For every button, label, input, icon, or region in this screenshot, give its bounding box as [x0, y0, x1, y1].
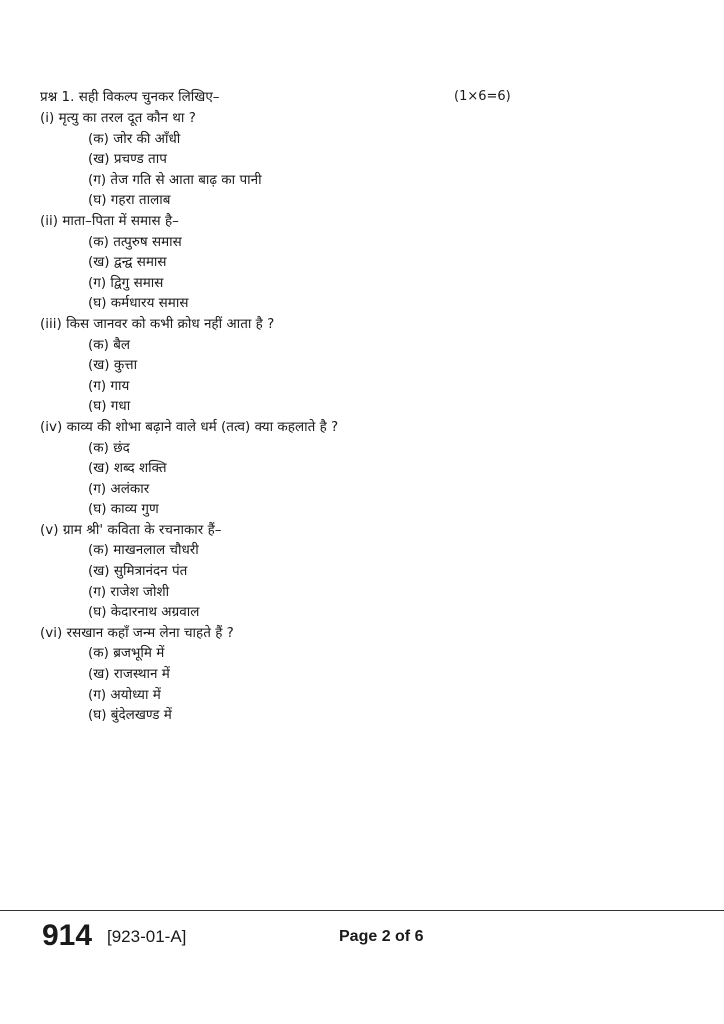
question-block: [40, 417, 690, 520]
option-item: (ग) अलंकार: [88, 480, 150, 497]
option-item: (घ) काव्य गुण: [88, 501, 159, 518]
question-text: (iii) किस जानवर को कभी क्रोध नहीं आता है ?: [40, 315, 275, 332]
option-item: (घ) गहरा तालाब: [88, 192, 171, 209]
question-text: (vi) रसखान कहाँ जन्म लेना चाहते हैं ?: [40, 624, 234, 641]
option-item: (ख) शब्द शक्ति: [88, 460, 167, 477]
option-item: (ग) राजेश जोशी: [88, 583, 170, 600]
option-item: (क) छंद: [88, 439, 130, 456]
question-text: (v) ग्राम श्री' कविता के रचनाकार हैं–: [40, 521, 222, 538]
option-item: (घ) गधा: [88, 398, 131, 415]
option-item: (ख) राजस्थान में: [88, 666, 170, 683]
option-item: (क) जोर की आँधी: [88, 130, 181, 147]
option-item: (क) तत्पुरुष समास: [88, 233, 182, 250]
option-item: (ग) तेज गति से आता बाढ़ का पानी: [88, 171, 262, 188]
question-block: [40, 211, 690, 314]
footer-code: 914: [42, 919, 93, 952]
instruction-text: प्रश्न 1. सही विकल्प चुनकर लिखिए–: [40, 89, 220, 105]
question-block: [40, 108, 690, 211]
option-item: (क) माखनलाल चौधरी: [88, 542, 199, 559]
question-header: [40, 86, 690, 108]
option-item: (घ) बुंदेलखण्ड में: [88, 707, 172, 724]
question-block: [40, 314, 690, 417]
question-block: [40, 623, 690, 726]
question-text: (iv) काव्य की शोभा बढ़ाने वाले धर्म (तत्व) क्या कहलाते है ?: [40, 418, 339, 435]
option-item: (ग) अयोध्या में: [88, 686, 161, 703]
option-item: (ग) गाय: [88, 377, 130, 394]
footer-divider: [0, 910, 724, 911]
option-item: (ख) द्वन्द्व समास: [88, 254, 167, 271]
question-text: (ii) माता–पिता में समास है–: [40, 212, 179, 229]
question-section: [40, 86, 690, 726]
question-block: [40, 520, 690, 623]
option-item: (ख) कुत्ता: [88, 357, 138, 374]
option-item: (ख) प्रचण्ड ताप: [88, 151, 167, 168]
option-item: (क) बैल: [88, 336, 131, 353]
footer-page-number: Page 2 of 6: [339, 928, 424, 945]
footer-paper-code: [923-01-A]: [107, 927, 187, 946]
option-item: (ग) द्विगु समास: [88, 274, 164, 291]
option-item: (घ) केदारनाथ अग्रवाल: [88, 604, 200, 621]
question-text: (i) मृत्यु का तरल दूत कौन था ?: [40, 110, 196, 126]
option-item: (क) ब्रजभूमि में: [88, 645, 165, 662]
option-item: (घ) कर्मधारय समास: [88, 295, 189, 312]
option-item: (ख) सुमित्रानंदन पंत: [88, 563, 188, 580]
marks-label: (1×6=6): [454, 89, 511, 104]
